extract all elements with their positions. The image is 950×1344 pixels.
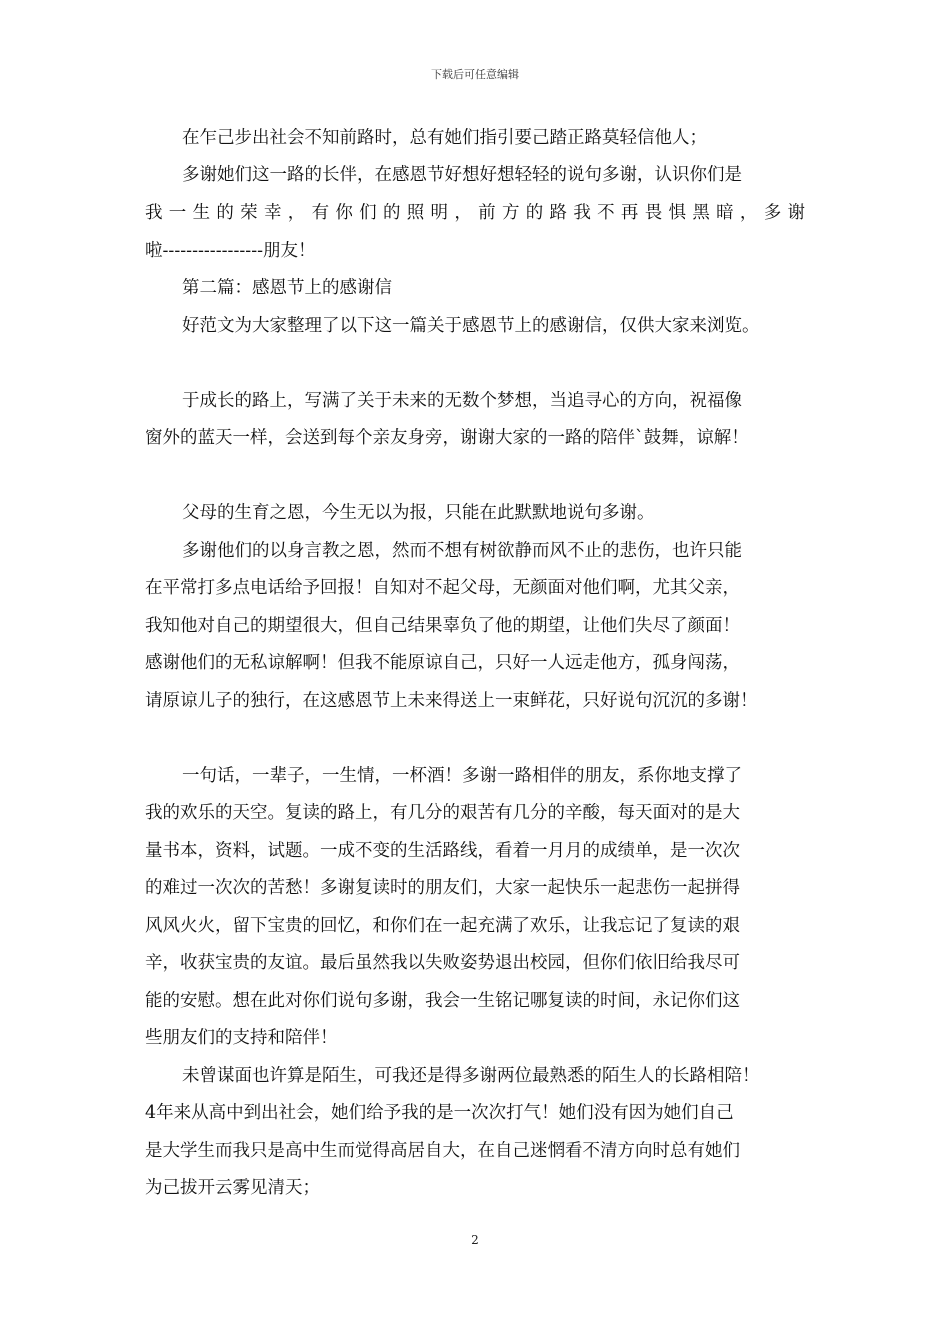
paragraph-line: 辛，收获宝贵的友谊。最后虽然我以失败姿势退出校园，但你们依旧给我尽可 bbox=[145, 953, 740, 973]
paragraph-line: 我的欢乐的天空。复读的路上，有几分的艰苦有几分的辛酸，每天面对的是大 bbox=[145, 803, 740, 823]
paragraph-line: 未曾谋面也许算是陌生，可我还是得多谢两位最熟悉的陌生人的长路相陪！ bbox=[182, 1066, 760, 1086]
paragraph-line: 4年来从高中到出社会，她们给予我的是一次次打气！她们没有因为她们自己 bbox=[145, 1103, 734, 1123]
paragraph-line: 些朋友们的支持和陪伴！ bbox=[145, 1028, 338, 1048]
paragraph-line: 风风火火，留下宝贵的回忆，和你们在一起充满了欢乐，让我忘记了复读的艰 bbox=[145, 916, 740, 936]
paragraph-line: 多谢她们这一路的长伴，在感恩节好想好想轻轻的说句多谢，认识你们是 bbox=[182, 165, 742, 185]
paragraph-line: 请原谅儿子的独行，在这感恩节上未来得送上一束鲜花，只好说句沉沉的多谢！ bbox=[145, 691, 758, 711]
paragraph-line: 我一生的荣幸，有你们的照明，前方的路我不再畏惧黑暗，多谢 bbox=[145, 203, 805, 223]
paragraph-line: 啦-----------------朋友！ bbox=[145, 241, 316, 261]
section-heading: 第二篇：感恩节上的感谢信 bbox=[182, 278, 392, 298]
paragraph-line: 量书本，资料，试题。一成不变的生活路线，看着一月月的成绩单，是一次次 bbox=[145, 841, 740, 861]
page-header: 下载后可任意编辑 bbox=[431, 68, 519, 81]
paragraph-line: 能的安慰。想在此对你们说句多谢，我会一生铭记哪复读的时间，永记你们这 bbox=[145, 991, 740, 1011]
paragraph-line: 在乍己步出社会不知前路时，总有她们指引要己踏正路莫轻信他人； bbox=[182, 128, 707, 148]
paragraph-line: 的难过一次次的苦愁！多谢复读时的朋友们，大家一起快乐一起悲伤一起拼得 bbox=[145, 878, 740, 898]
paragraph-line: 感谢他们的无私谅解啊！但我不能原谅自己，只好一人远走他方，孤身闯荡， bbox=[145, 653, 740, 673]
paragraph-line: 窗外的蓝天一样，会送到每个亲友身旁，谢谢大家的一路的陪伴`鼓舞，谅解！ bbox=[145, 428, 749, 448]
paragraph-line: 于成长的路上，写满了关于未来的无数个梦想，当追寻心的方向，祝福像 bbox=[182, 391, 742, 411]
paragraph-line: 为己拔开云雾见清天； bbox=[145, 1178, 320, 1198]
page-number: 2 bbox=[471, 1233, 479, 1247]
paragraph-line: 一句话，一辈子，一生情，一杯酒！多谢一路相伴的朋友，系你地支撑了 bbox=[182, 766, 742, 786]
paragraph-line: 在平常打多点电话给予回报！自知对不起父母，无颜面对他们啊，尤其父亲， bbox=[145, 578, 740, 598]
paragraph-line: 父母的生育之恩，今生无以为报，只能在此默默地说句多谢。 bbox=[182, 503, 655, 523]
paragraph-line: 我知他对自己的期望很大，但自己结果辜负了他的期望，让他们失尽了颜面！ bbox=[145, 616, 740, 636]
paragraph-line: 多谢他们的以身言教之恩，然而不想有树欲静而风不止的悲伤，也许只能 bbox=[182, 541, 742, 561]
paragraph-line: 好范文为大家整理了以下这一篇关于感恩节上的感谢信，仅供大家来浏览。 bbox=[182, 316, 760, 336]
paragraph-line: 是大学生而我只是高中生而觉得高居自大，在自己迷惘看不清方向时总有她们 bbox=[145, 1141, 740, 1161]
